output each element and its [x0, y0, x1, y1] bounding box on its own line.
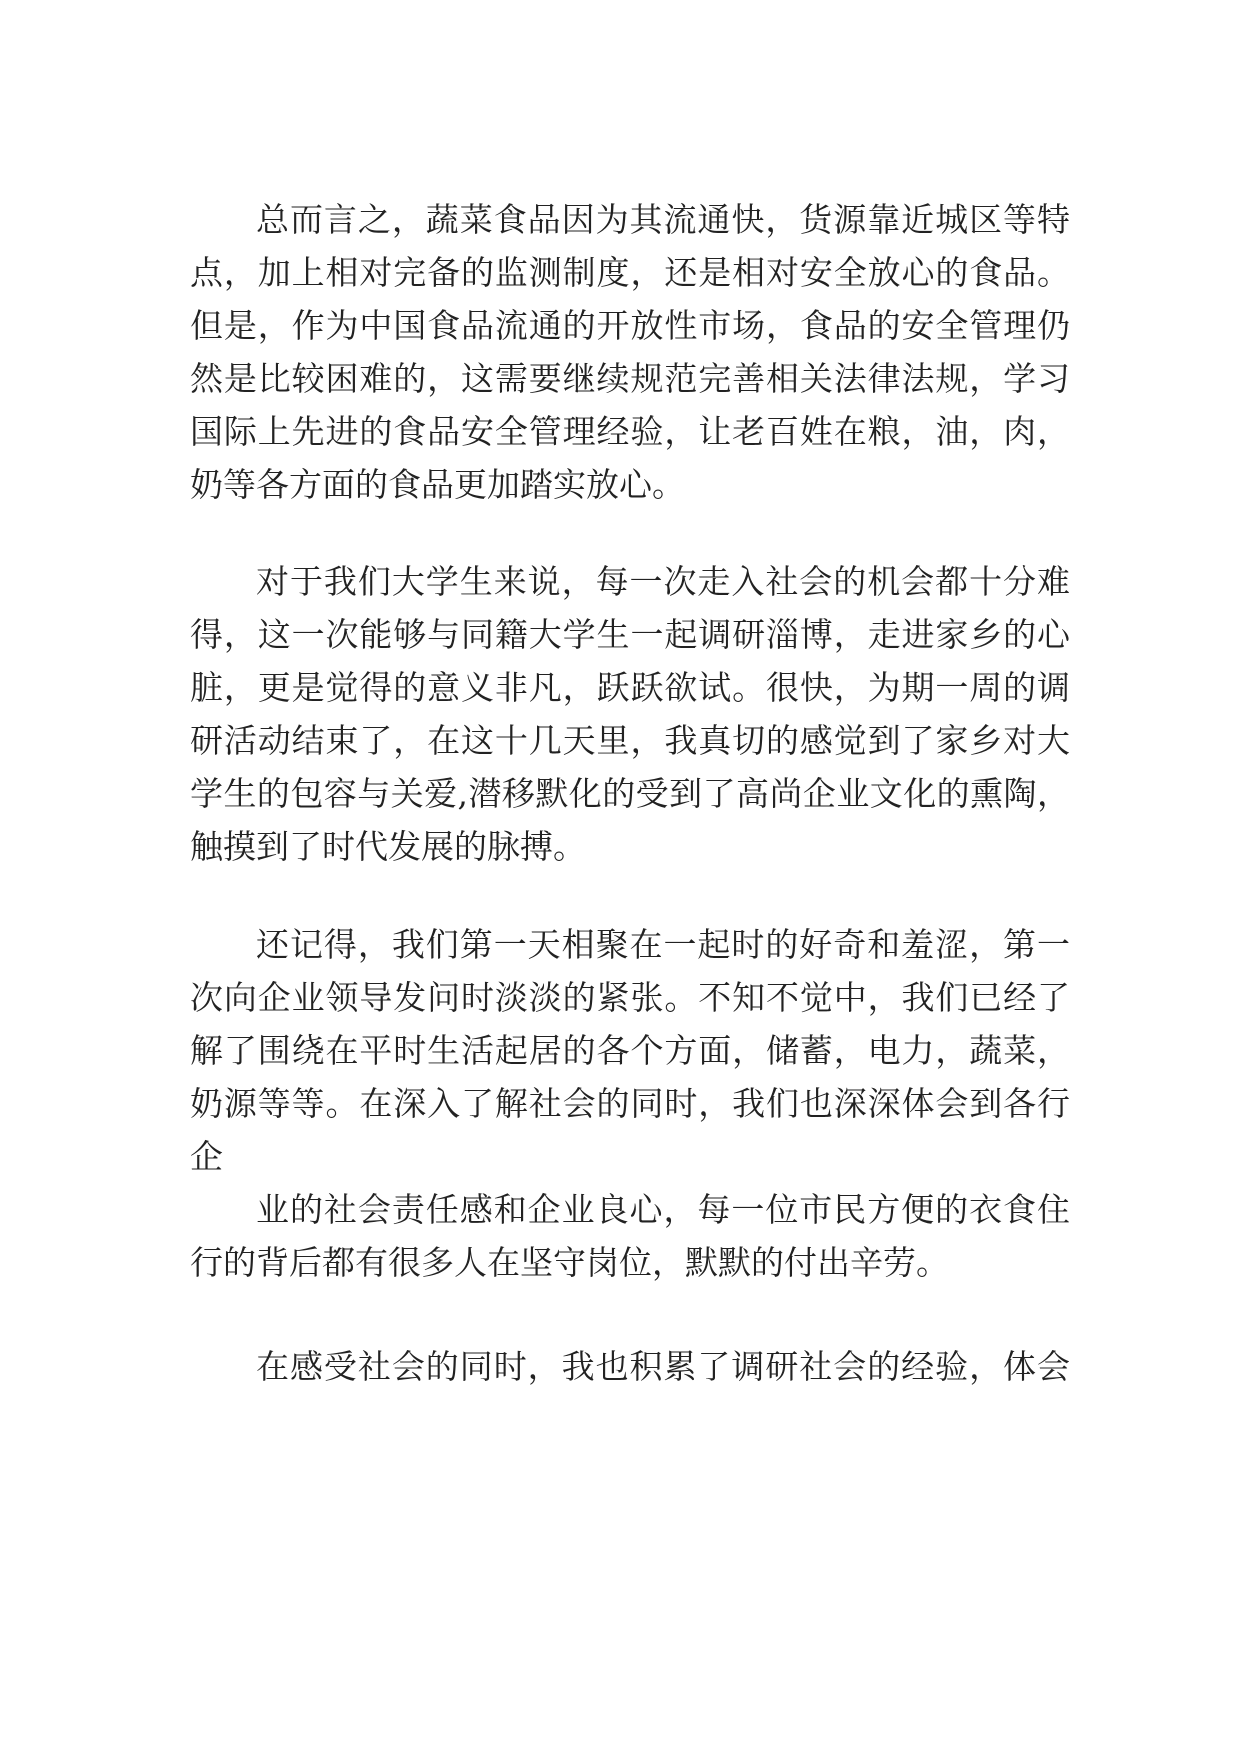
paragraph-line: 在感受社会的同时，我也积累了调研社会的经验，体会: [256, 1347, 1070, 1386]
paragraph-line: 奶源等等。在深入了解社会的同时，我们也深深体会到各行: [190, 1084, 1070, 1123]
paragraph-line: 得，这一次能够与同籍大学生一起调研淄博，走进家乡的心: [190, 615, 1070, 654]
paragraph-line: 脏，更是觉得的意义非凡，跃跃欲试。很快，为期一周的调: [190, 668, 1070, 707]
paragraph-line: 行的背后都有很多人在坚守岗位，默默的付出辛劳。: [190, 1243, 949, 1282]
paragraph-line: 学生的包容与关爱,潜移默化的受到了高尚企业文化的熏陶，: [190, 774, 1070, 813]
paragraph-line: 点，加上相对完备的监测制度，还是相对安全放心的食品。: [190, 253, 1070, 292]
paragraph-line: 研活动结束了，在这十几天里，我真切的感觉到了家乡对大: [190, 721, 1070, 760]
paragraph-line: 奶等各方面的食品更加踏实放心。: [190, 465, 685, 504]
paragraph-line: 然是比较困难的，这需要继续规范完善相关法律法规，学习: [190, 359, 1070, 398]
paragraph-line: 触摸到了时代发展的脉搏。: [190, 827, 586, 866]
paragraph-line: 次向企业领导发问时淡淡的紧张。不知不觉中，我们已经了: [190, 978, 1070, 1017]
paragraph-line: 业的社会责任感和企业良心，每一位市民方便的衣食住: [256, 1190, 1070, 1229]
paragraph-line: 企: [190, 1137, 223, 1176]
paragraph-line: 还记得，我们第一天相聚在一起时的好奇和羞涩，第一: [256, 925, 1070, 964]
paragraph-line: 总而言之，蔬菜食品因为其流通快，货源靠近城区等特: [256, 200, 1070, 239]
paragraph-line: 国际上先进的食品安全管理经验，让老百姓在粮，油，肉，: [190, 412, 1070, 451]
paragraph-line: 但是，作为中国食品流通的开放性市场，食品的安全管理仍: [190, 306, 1070, 345]
paragraph-line: 解了围绕在平时生活起居的各个方面，储蓄，电力，蔬菜，: [190, 1031, 1070, 1070]
paragraph-line: 对于我们大学生来说，每一次走入社会的机会都十分难: [256, 562, 1070, 601]
